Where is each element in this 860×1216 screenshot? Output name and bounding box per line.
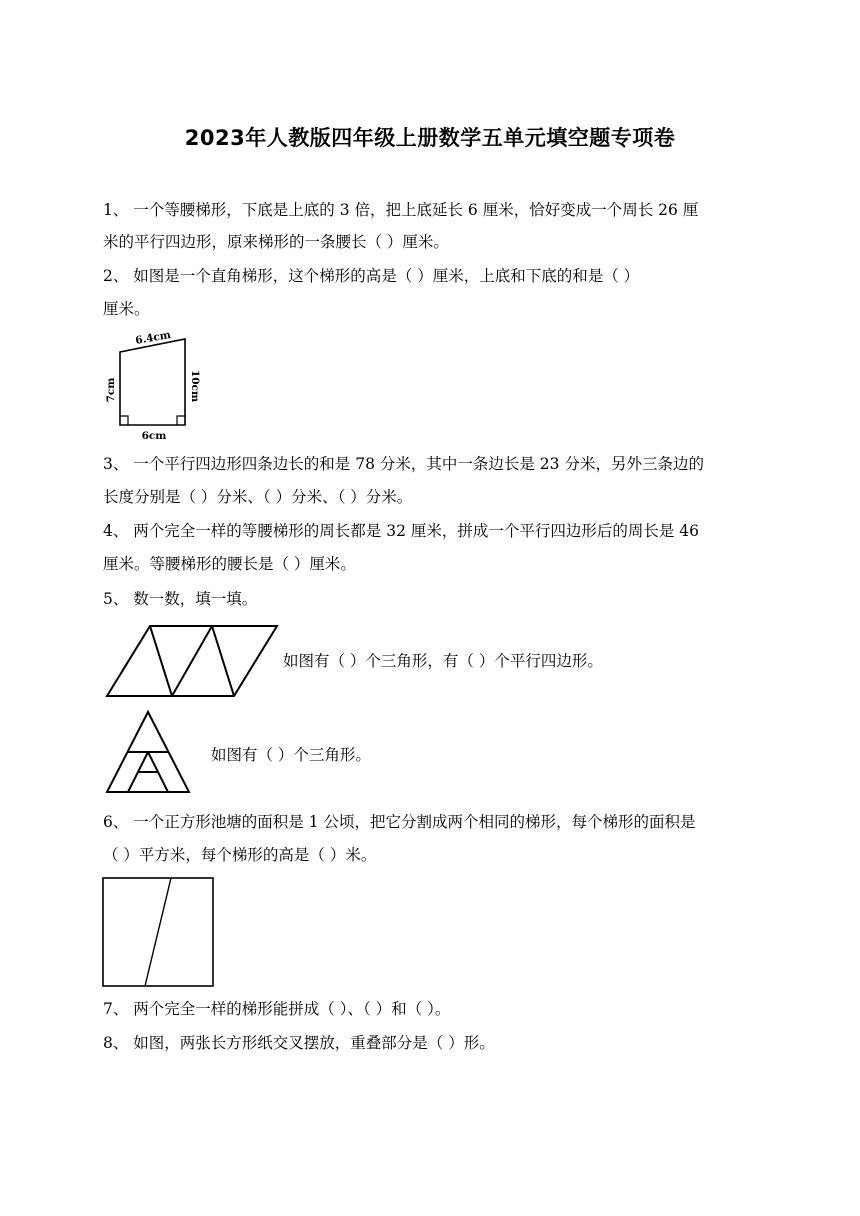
- right-side-label: 10cm: [189, 369, 201, 403]
- page-title: 2023年人教版四年级上册数学五单元填空题专项卷: [184, 126, 676, 150]
- question-8-line-1: 8、 如图，两张长方形纸交叉摆放，重叠部分是（ ）形。: [103, 1034, 495, 1052]
- square-pond-figure: [100, 875, 216, 989]
- question-5-figure-1-text: 如图有（ ）个三角形，有（ ）个平行四边形。: [283, 652, 603, 670]
- trapezoid-shape: [120, 339, 185, 425]
- bottom-side-label: 6cm: [141, 430, 167, 442]
- right-angle-mark-left: [120, 416, 128, 425]
- question-3-line-2: 长度分别是（ ）分米、（ ）分米、（ ）分米。: [103, 488, 413, 506]
- question-4-line-1: 4、 两个完全一样的等腰梯形的周长都是 32 厘米，拼成一个平行四边形后的周长是 46: [103, 522, 700, 540]
- question-1-line-2: 米的平行四边形，原来梯形的一条腰长（ ）厘米。: [103, 233, 449, 251]
- right-trapezoid-figure: [100, 328, 215, 443]
- question-4-line-2: 厘米。等腰梯形的腰长是（ ）厘米。: [103, 555, 356, 573]
- nested-triangle-figure: [104, 708, 194, 796]
- top-side-label: 6.4cm: [134, 328, 172, 347]
- triangle-parallelogram-figure: [100, 620, 280, 700]
- left-side-label: 7cm: [105, 377, 117, 403]
- inner-line: [212, 626, 234, 696]
- question-2-line-2: 厘米。: [103, 300, 150, 318]
- inner-line: [172, 626, 212, 696]
- question-6-line-1: 6、 一个正方形池塘的面积是 1 公顷，把它分割成两个相同的梯形，每个梯形的面积是: [103, 813, 696, 831]
- question-7-line-1: 7、 两个完全一样的梯形能拼成（ ）、（ ）和（ ）。: [103, 1000, 451, 1018]
- question-5-figure-2-text: 如图有（ ）个三角形。: [211, 746, 371, 764]
- question-2-line-1: 2、 如图是一个直角梯形，这个梯形的高是（ ）厘米，上底和下底的和是（ ）: [103, 267, 640, 285]
- question-1-line-1: 1、 一个等腰梯形，下底是上底的 3 倍，把上底延长 6 厘米，恰好变成一个周长 26 厘: [103, 201, 699, 219]
- inner-line: [150, 626, 172, 696]
- question-6-line-2: （ ）平方米，每个梯形的高是（ ）米。: [103, 846, 377, 864]
- right-angle-mark-right: [177, 416, 185, 425]
- question-5-line-1: 5、 数一数，填一填。: [103, 590, 258, 608]
- dividing-line: [145, 878, 171, 986]
- question-3-line-1: 3、 一个平行四边形四条边长的和是 78 分米，其中一条边长是 23 分米，另外三条边的: [103, 455, 704, 473]
